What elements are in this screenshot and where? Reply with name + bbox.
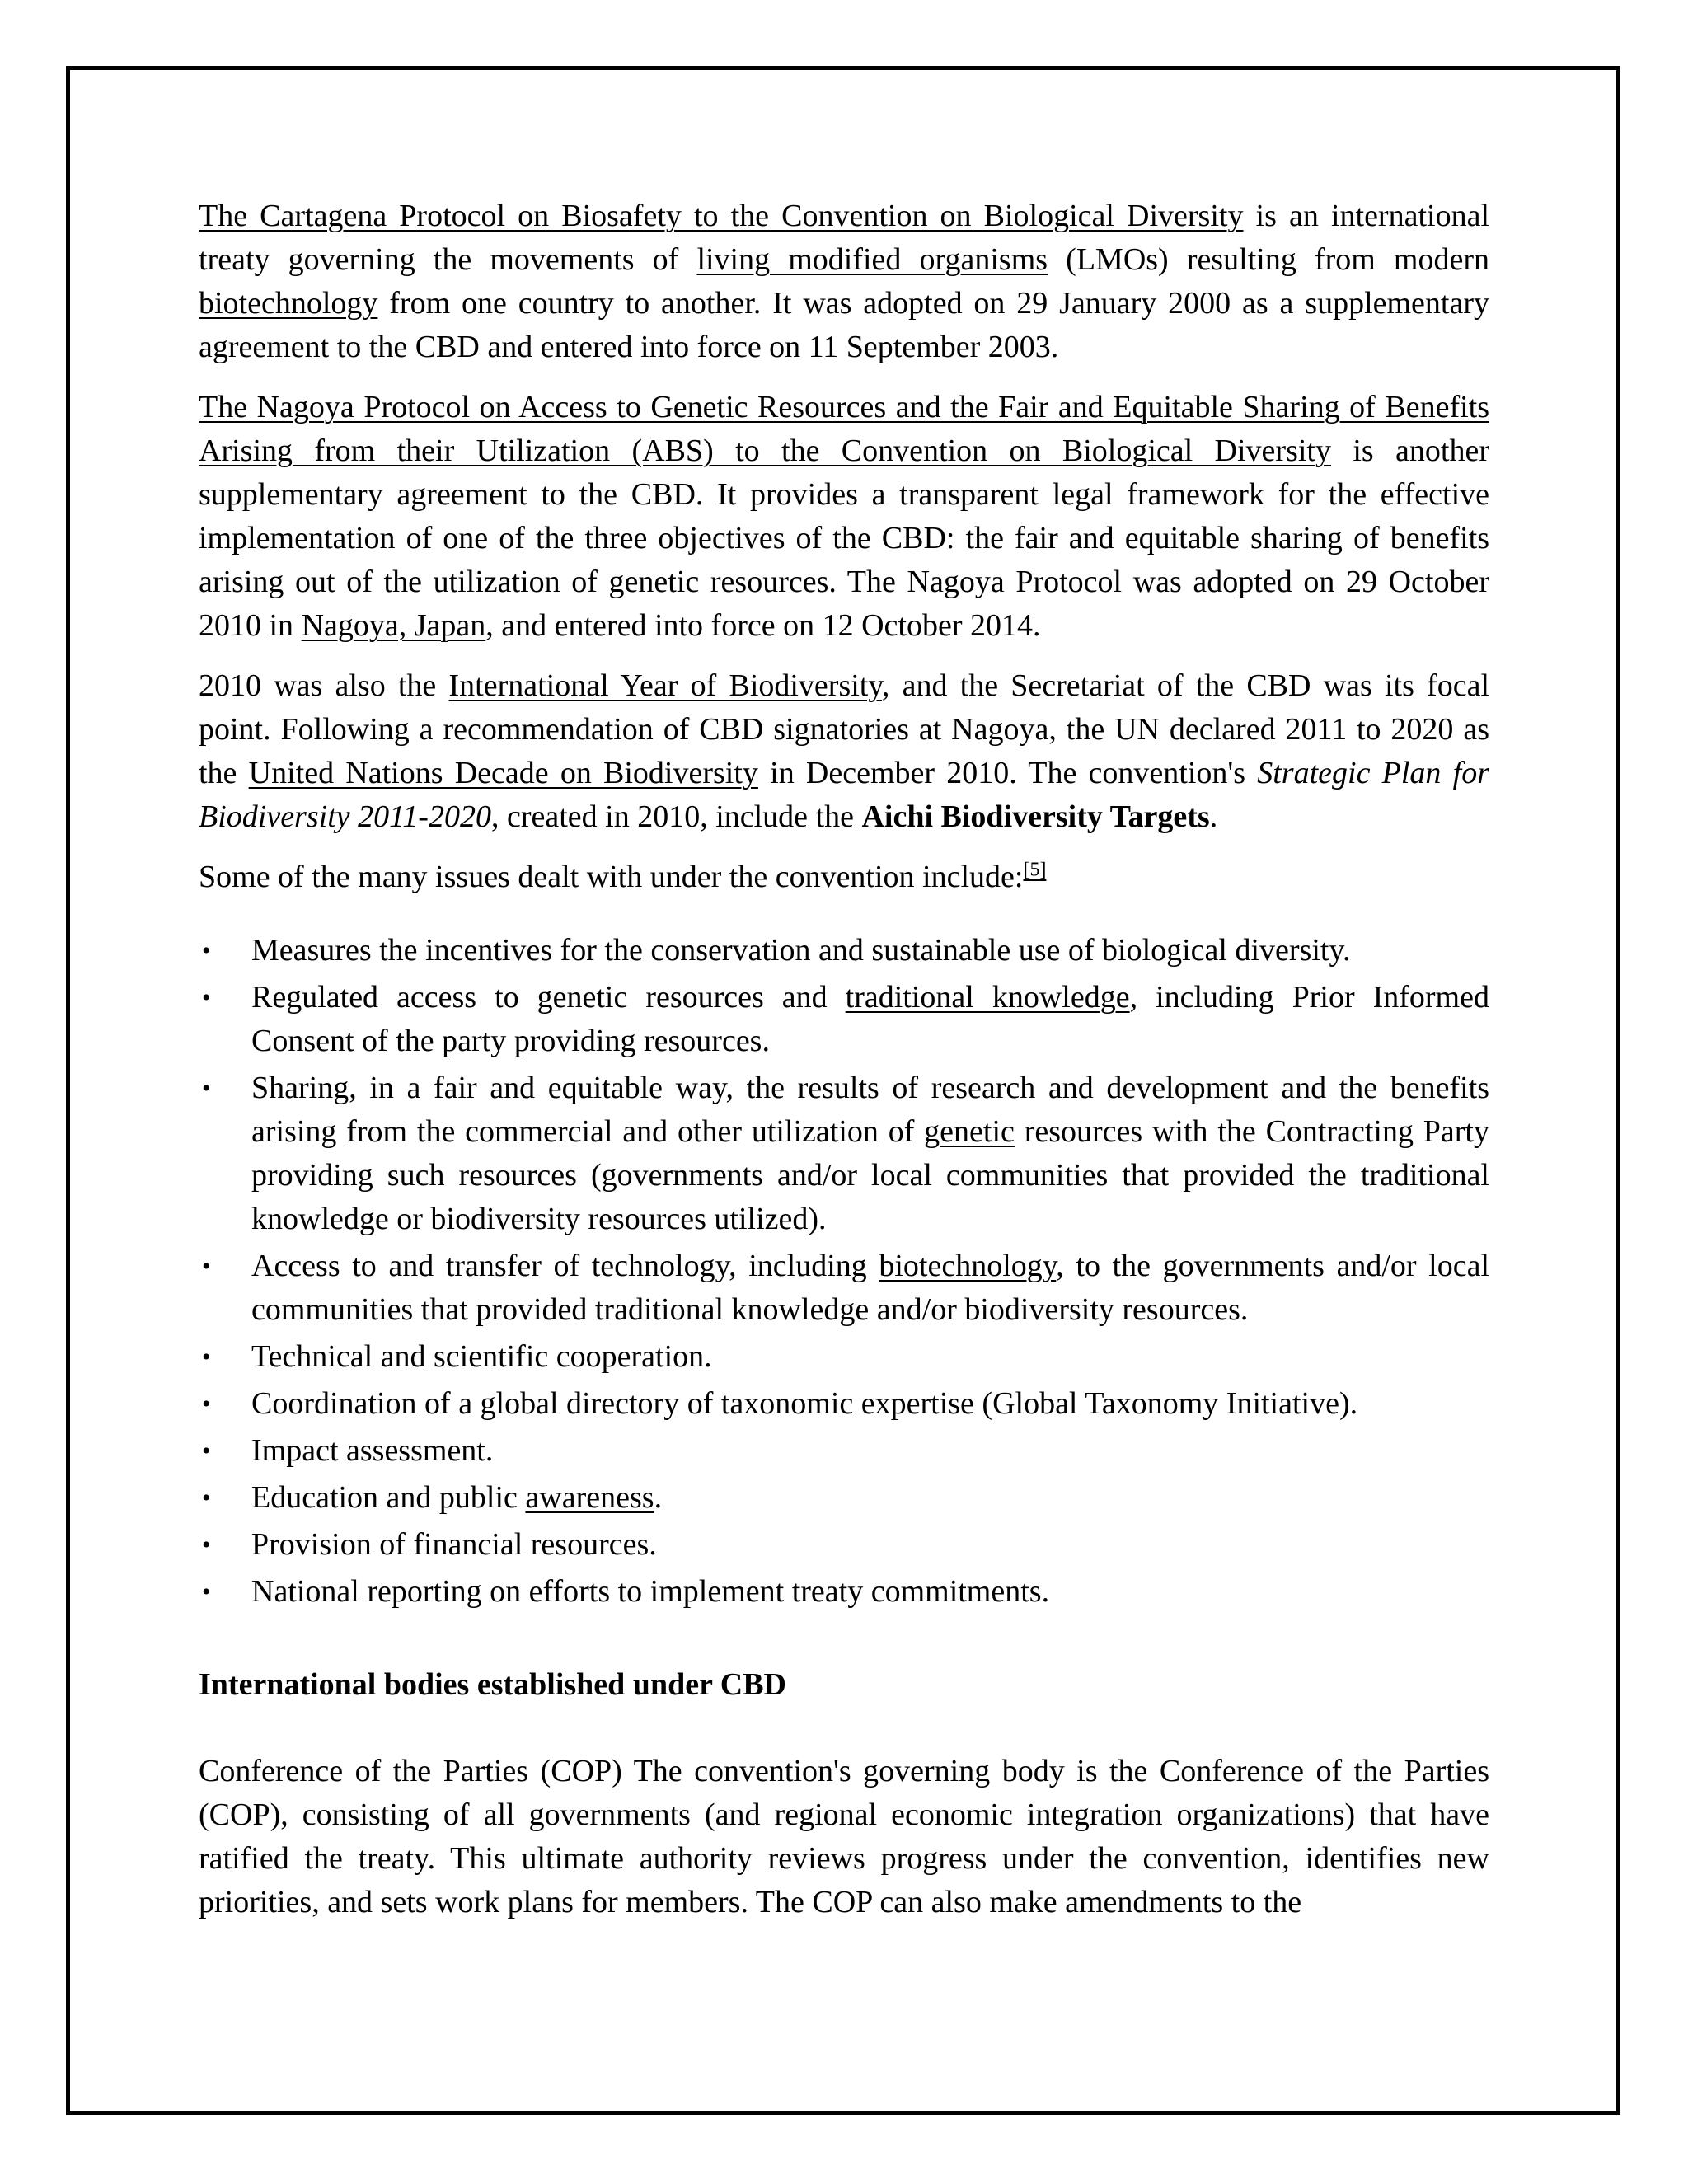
list-item: • Coordination of a global directory of taxonomic expertise (Global Taxonomy Initiative). bbox=[199, 1382, 1489, 1426]
bullet-icon: • bbox=[202, 1253, 211, 1280]
link-biotechnology[interactable]: biotechnology bbox=[199, 286, 378, 321]
paragraph-conference-of-parties: Conference of the Parties (COP) The convention's governing body is the Conference of the Parties (COP), consisting of all governments (and regional economic integration organizations) that have ratified the treaty. This ultimate authority reviews progress under the convention, identifies new priorities, and sets work plans for members. The COP can also make amendments to the bbox=[199, 1754, 1489, 1919]
list-item: • Technical and scientific cooperation. bbox=[199, 1335, 1489, 1379]
link-traditional-knowledge[interactable]: traditional knowledge bbox=[845, 980, 1130, 1015]
paragraph-nagoya-protocol: The Nagoya Protocol on Access to Genetic Resources and the Fair and Equitable Sharing of Benefits Arising from their Utilization (ABS) to the Convention on Biological Diversity is another supplementary agreement to the CBD. It provides a transparent legal framework for the effective implementation of one of the three objectives of the CBD: the fair and equitable sharing of benefits arising out of the utilization of genetic resources. The Nagoya Protocol was adopted on 29 October 2010 in Nagoya, Japan, and entered into force on 12 October 2014. bbox=[199, 390, 1489, 643]
link-living-modified-organisms[interactable]: living modified organisms bbox=[696, 242, 1048, 277]
list-item: • Access to and transfer of technology, including biotechnology, to the governments and/or local communities that provided traditional knowledge and/or biodiversity resources. bbox=[199, 1244, 1489, 1332]
link-cartagena-protocol[interactable]: The Cartagena Protocol on Biosafety to the Convention on Biological Diversity bbox=[199, 199, 1244, 233]
bullet-icon: • bbox=[202, 1075, 211, 1102]
link-international-year-of-biodiversity[interactable]: International Year of Biodiversity bbox=[448, 668, 882, 703]
bullet-icon: • bbox=[202, 1343, 211, 1371]
strategic-plan-title: Strategic Plan for Biodiversity 2011-2020 bbox=[199, 756, 1489, 834]
link-nagoya-japan[interactable]: Nagoya, Japan bbox=[301, 608, 486, 643]
list-item: • Education and public awareness. bbox=[199, 1476, 1489, 1520]
list-item: • Regulated access to genetic resources and traditional knowledge, including Prior Informed Consent of the party providing resources. bbox=[199, 976, 1489, 1063]
document-body bbox=[199, 194, 1489, 1941]
link-biotechnology-2[interactable]: biotechnology bbox=[879, 1249, 1057, 1283]
link-awareness[interactable]: awareness bbox=[525, 1480, 654, 1515]
bullet-icon: • bbox=[202, 1578, 211, 1605]
reference-link[interactable]: [5] bbox=[1023, 859, 1047, 881]
bullet-icon: • bbox=[202, 984, 211, 1011]
bullet-icon: • bbox=[202, 1390, 211, 1418]
bullet-icon: • bbox=[202, 1484, 211, 1511]
paragraph-year-of-biodiversity: 2010 was also the International Year of Biodiversity, and the Secretariat of the CBD was its focal point. Following a recommendation of CBD signatories at Nagoya, the UN declared 2011 to 2020 as the United Nations Decade on Biodiversity in December 2010. The convention's Strategic Plan for Biodiversity 2011-2020, created in 2010, include the Aichi Biodiversity Targets. bbox=[199, 668, 1490, 834]
bullet-icon: • bbox=[202, 937, 211, 964]
aichi-targets: Aichi Biodiversity Targets bbox=[861, 799, 1210, 834]
bullet-icon: • bbox=[202, 1531, 211, 1558]
paragraph-cartagena-protocol: The Cartagena Protocol on Biosafety to the Convention on Biological Diversity is an international treaty governing the movements of living modified organisms (LMOs) resulting from modern biotechnology from one country to another. It was adopted on 29 January 2000 as a supplementary agreement to the CBD and entered into force on 11 September 2003. bbox=[199, 199, 1489, 364]
link-un-decade-on-biodiversity[interactable]: United Nations Decade on Biodiversity bbox=[248, 756, 758, 790]
list-item: • National reporting on efforts to implement treaty commitments. bbox=[199, 1570, 1489, 1614]
link-nagoya-protocol[interactable]: The Nagoya Protocol on Access to Genetic Resources and the Fair and Equitable Sharing of Benefits Arising from their Utilization (ABS) to the Convention on Biological Diversity bbox=[199, 390, 1489, 468]
link-genetic[interactable]: genetic bbox=[924, 1114, 1015, 1149]
list-item: • Sharing, in a fair and equitable way, the results of research and development and the benefits arising from the commercial and other utilization of genetic resources with the Contracting Party providing such resources (governments and/or local communities that provided the traditional knowledge or biodiversity resources utilized). bbox=[199, 1066, 1489, 1241]
list-item: • Provision of financial resources. bbox=[199, 1523, 1489, 1567]
list-item: • Impact assessment. bbox=[199, 1429, 1489, 1473]
issues-list bbox=[199, 929, 1489, 1614]
section-heading: International bodies established under CBD bbox=[199, 1667, 786, 1702]
bullet-icon: • bbox=[202, 1437, 211, 1465]
paragraph-issues-intro: Some of the many issues dealt with under the convention include:[5] bbox=[199, 859, 1047, 894]
list-item: • Measures the incentives for the conservation and sustainable use of biological diversity. bbox=[199, 929, 1489, 972]
